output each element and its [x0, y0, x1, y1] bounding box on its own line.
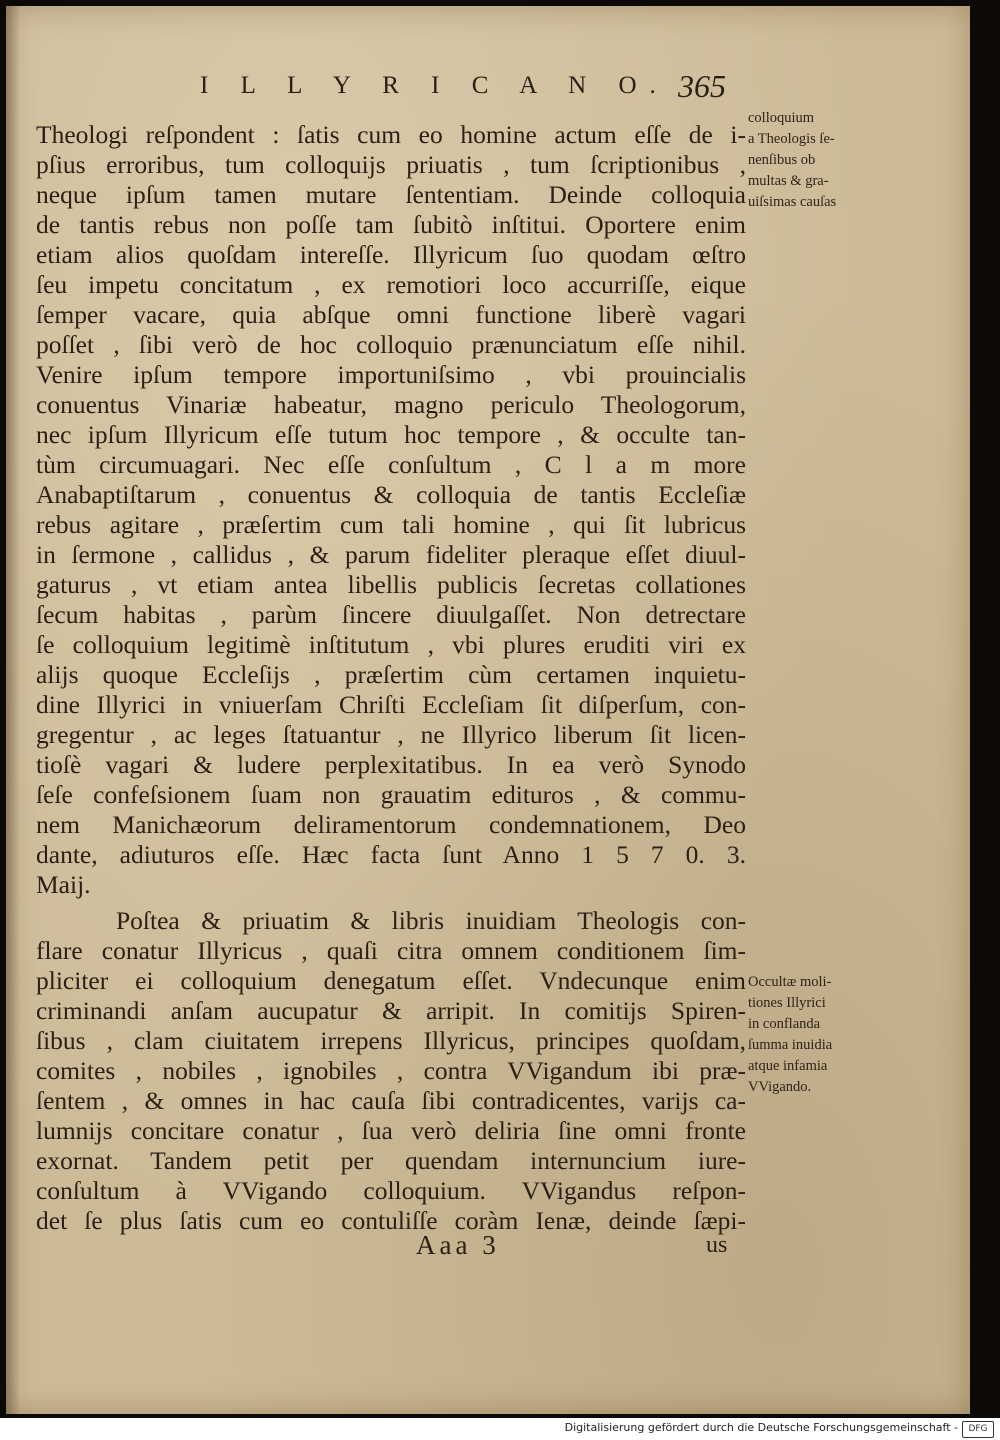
marginal-note-line: in conflanda — [748, 1016, 821, 1032]
text-line: ſeu impetu concitatum , ex remotiori loco accurriſſe, eique — [36, 270, 746, 299]
text-line: pſius erroribus, tum colloquijs priuatis , tum ſcriptionibus , — [36, 150, 746, 179]
text-line: ſibus , clam ciuitatem irrepens Illyricus, principes quoſdam, — [36, 1026, 746, 1055]
text-line: neque ipſum tamen mutare ſententiam. Deinde colloquia — [36, 180, 746, 209]
running-head: I L L Y R I C A N O. — [200, 72, 669, 99]
text-line: tùm circumuagari. Nec eſſe conſultum , C l a m more — [36, 450, 746, 479]
marginal-note-line: nenſibus ob — [748, 152, 816, 168]
text-line: etiam alios quoſdam intereſſe. Illyricum ſuo quodam œſtro — [36, 240, 746, 269]
marginal-note-line: tiones Illyrici — [748, 995, 826, 1011]
page-number: 365 — [678, 68, 726, 104]
dfg-logo-icon: DFG — [962, 1421, 994, 1438]
marginal-note-line: uiſsimas cauſas — [748, 194, 837, 210]
text-line: ſe colloquium legitimè inſtitutum , vbi plures eruditi viri ex — [36, 630, 746, 659]
text-line: in ſermone , callidus , & parum fideliter pleraque eſſet diuul- — [36, 540, 746, 569]
text-line: exornat. Tandem petit per quendam internuncium iure- — [36, 1146, 746, 1175]
text-line: de tantis rebus non poſſe tam ſubitò inſtitui. Oportere enim — [36, 210, 746, 239]
text-line: nec ipſum Illyricum eſſe tutum hoc tempore , & occulte tan- — [36, 420, 746, 449]
text-line: pliciter ei colloquium denegatum eſſet. Vndecunque enim — [36, 966, 746, 995]
marginal-note — [748, 972, 876, 1098]
text-line: dante, adiuturos eſſe. Hæc facta ſunt Anno 1 5 7 0. 3. — [36, 840, 746, 869]
text-line: ſeſe confeſsionem ſuam non grauatim edituros , & commu- — [36, 780, 746, 809]
text-line: criminandi anſam aucupatur & arripit. In comitijs Spiren- — [36, 996, 746, 1025]
text-line: Poſtea & priuatim & libris inuidiam Theologis con- — [116, 906, 746, 935]
text-line: nem Manichæorum deliramentorum condemnationem, Deo — [36, 810, 746, 839]
page-gutter-shadow — [6, 6, 20, 1414]
catchword: us — [706, 1232, 728, 1258]
marginal-note — [748, 108, 876, 213]
marginal-note-line: a Theologis ſe- — [748, 131, 835, 147]
text-line: alijs quoque Eccleſijs , præſertim cùm certamen inquietu- — [36, 660, 746, 689]
text-line: Anabaptiſtarum , conuentus & colloquia de tantis Eccleſiæ — [36, 480, 746, 509]
text-line: ſecum habitas , parùm ſincere diuulgaſſet. Non detrectare — [36, 600, 746, 629]
text-line: gregentur , ac leges ſtatuantur , ne Illyrico liberum ſit licen- — [36, 720, 746, 749]
text-line: conuentus Vinariæ habeatur, magno periculo Theologorum, — [36, 390, 746, 419]
text-line: Maij. — [36, 870, 91, 899]
signature-mark: Aaa 3 — [416, 1230, 500, 1260]
credit-bar — [0, 1418, 1000, 1440]
text-line: comites , nobiles , ignobiles , contra VVigandum ibi præ- — [36, 1056, 746, 1085]
marginal-note-line: atque infamia — [748, 1058, 828, 1074]
text-line: gaturus , vt etiam antea libellis publicis ſecretas collationes — [36, 570, 746, 599]
text-line: lumnijs concitare conatur , ſua verò deliria ſine omni fronte — [36, 1116, 746, 1145]
text-line: ſemper vacare, quia abſque omni functione liberè vagari — [36, 300, 746, 329]
marginal-note-line: ſumma inuidia — [748, 1037, 833, 1053]
marginal-note-line: VVigando. — [748, 1079, 812, 1095]
text-line: rebus agitare , præſertim cum tali homine , qui ſit lubricus — [36, 510, 746, 539]
text-line: ſentem , & omnes in hac cauſa ſibi contradicentes, varijs ca- — [36, 1086, 746, 1115]
text-line: tioſè vagari & ludere perplexitatibus. In ea verò Synodo — [36, 750, 746, 779]
marginal-note-line: multas & gra- — [748, 173, 829, 189]
book-page — [6, 6, 970, 1414]
text-line: Venire ipſum tempore importuniſsimo , vbi prouincialis — [36, 360, 746, 389]
text-line: conſultum à VVigando colloquium. VVigandus reſpon- — [36, 1176, 746, 1205]
text-line: poſſet , ſibi verò de hoc colloquio prænunciatum eſſe nihil. — [36, 330, 746, 359]
text-line: dine Illyrici in vniuerſam Chriſti Eccleſiam ſit diſperſum, con- — [36, 690, 746, 719]
funding-credit: Digitalisierung gefördert durch die Deutsche Forschungsgemeinschaft - — [564, 1421, 958, 1434]
marginal-note-line: colloquium — [748, 110, 815, 126]
marginal-note-line: Occultæ moli- — [748, 974, 832, 990]
text-line: det ſe plus ſatis cum eo contuliſſe coràm Ienæ, deinde ſæpi- — [36, 1206, 746, 1235]
text-line: Theologi reſpondent : ſatis cum eo homine actum eſſe de i- — [36, 120, 746, 149]
text-line: flare conatur Illyricus , quaſi citra omnem conditionem ſim- — [36, 936, 746, 965]
